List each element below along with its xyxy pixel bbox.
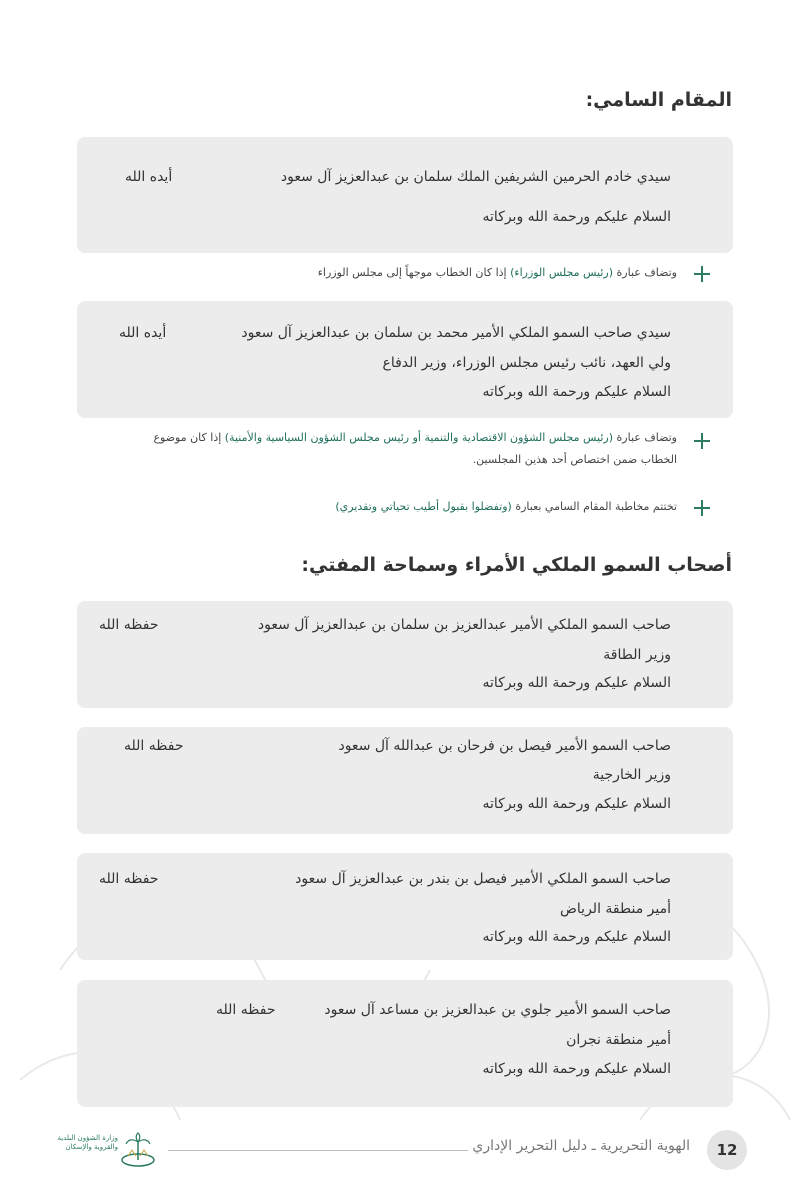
palm-emblem-icon xyxy=(118,1130,158,1170)
address-box-crown-prince xyxy=(77,301,733,418)
logo-line: والقروية والإسكان xyxy=(65,1143,118,1151)
note-text: وتضاف عبارة xyxy=(613,431,677,444)
greeting-line: السلام عليكم ورحمة الله وبركاته xyxy=(482,796,671,812)
note-cabinet xyxy=(177,262,677,284)
plus-icon xyxy=(694,500,710,516)
section-title-princes: أصحاب السمو الملكي الأمراء وسماحة المفتي: xyxy=(301,554,732,576)
greeting-line: السلام عليكم ورحمة الله وبركاته xyxy=(482,1061,671,1077)
greeting-line: السلام عليكم ورحمة الله وبركاته xyxy=(482,384,671,400)
footer-title: الهوية التحريرية ـ دليل التحرير الإداري xyxy=(472,1138,690,1154)
title-line: وزير الخارجية xyxy=(592,767,671,783)
salutation: حفظه الله xyxy=(124,738,184,754)
note-text: إذا كان موضوع الخطاب ضمن اختصاص أحد هذين المجلسين. xyxy=(153,431,677,466)
address-box-riyadh-governor xyxy=(77,853,733,960)
title-line: أمير منطقة نجران xyxy=(566,1032,671,1048)
address-box-najran-governor xyxy=(77,980,733,1107)
salutation: حفظه الله xyxy=(216,1002,276,1018)
plus-icon xyxy=(694,266,710,282)
logo-text xyxy=(57,1134,118,1152)
plus-icon xyxy=(694,433,710,449)
address-box-king xyxy=(77,137,733,253)
note-highlight: (وتفضلوا بقبول أطيب تحياتي وتقديري) xyxy=(335,500,512,513)
footer-divider xyxy=(168,1150,468,1151)
title-line: ولي العهد، نائب رئيس مجلس الوزراء، وزير الدفاع xyxy=(382,355,671,371)
note-text: تختتم مخاطبة المقام السامي بعبارة xyxy=(511,500,677,513)
note-text: إذا كان الخطاب موجهاً إلى مجلس الوزراء xyxy=(317,266,511,279)
addressee-line: سيدي خادم الحرمين الشريفين الملك سلمان بن عبدالعزيز آل سعود xyxy=(280,169,671,185)
page-number: 12 xyxy=(707,1130,747,1170)
greeting-line: السلام عليكم ورحمة الله وبركاته xyxy=(482,675,671,691)
salutation: أيده الله xyxy=(119,325,167,341)
note-highlight: (رئيس مجلس الوزراء) xyxy=(510,266,614,279)
note-text: وتضاف عبارة xyxy=(613,266,677,279)
note-councils xyxy=(117,427,677,471)
greeting-line: السلام عليكم ورحمة الله وبركاته xyxy=(482,209,671,225)
address-box-energy-minister xyxy=(77,601,733,708)
title-line: وزير الطاقة xyxy=(603,647,671,663)
title-line: أمير منطقة الرياض xyxy=(559,901,671,917)
addressee-line: سيدي صاحب السمو الملكي الأمير محمد بن سلمان بن عبدالعزيز آل سعود xyxy=(241,325,671,341)
addressee-line: صاحب السمو الأمير جلوي بن عبدالعزيز بن مساعد آل سعود xyxy=(324,1002,671,1018)
address-box-foreign-minister xyxy=(77,727,733,834)
greeting-line: السلام عليكم ورحمة الله وبركاته xyxy=(482,929,671,945)
note-highlight: (رئيس مجلس الشؤون الاقتصادية والتنمية أو رئيس مجلس الشؤون السياسية والأمنية) xyxy=(224,431,614,444)
salutation: حفظه الله xyxy=(99,617,159,633)
addressee-line: صاحب السمو الملكي الأمير عبدالعزيز بن سلمان بن عبدالعزيز آل سعود xyxy=(257,617,671,633)
ministry-logo xyxy=(52,1130,162,1170)
salutation: أيده الله xyxy=(125,169,173,185)
addressee-line: صاحب السمو الملكي الأمير فيصل بن بندر بن عبدالعزيز آل سعود xyxy=(295,871,671,887)
section-title-samy: المقام السامي: xyxy=(585,89,732,111)
salutation: حفظه الله xyxy=(99,871,159,887)
note-closing xyxy=(117,496,677,518)
addressee-line: صاحب السمو الأمير فيصل بن فرحان بن عبدالله آل سعود xyxy=(338,738,671,754)
logo-line: وزارة الشؤون البلدية xyxy=(57,1134,118,1142)
